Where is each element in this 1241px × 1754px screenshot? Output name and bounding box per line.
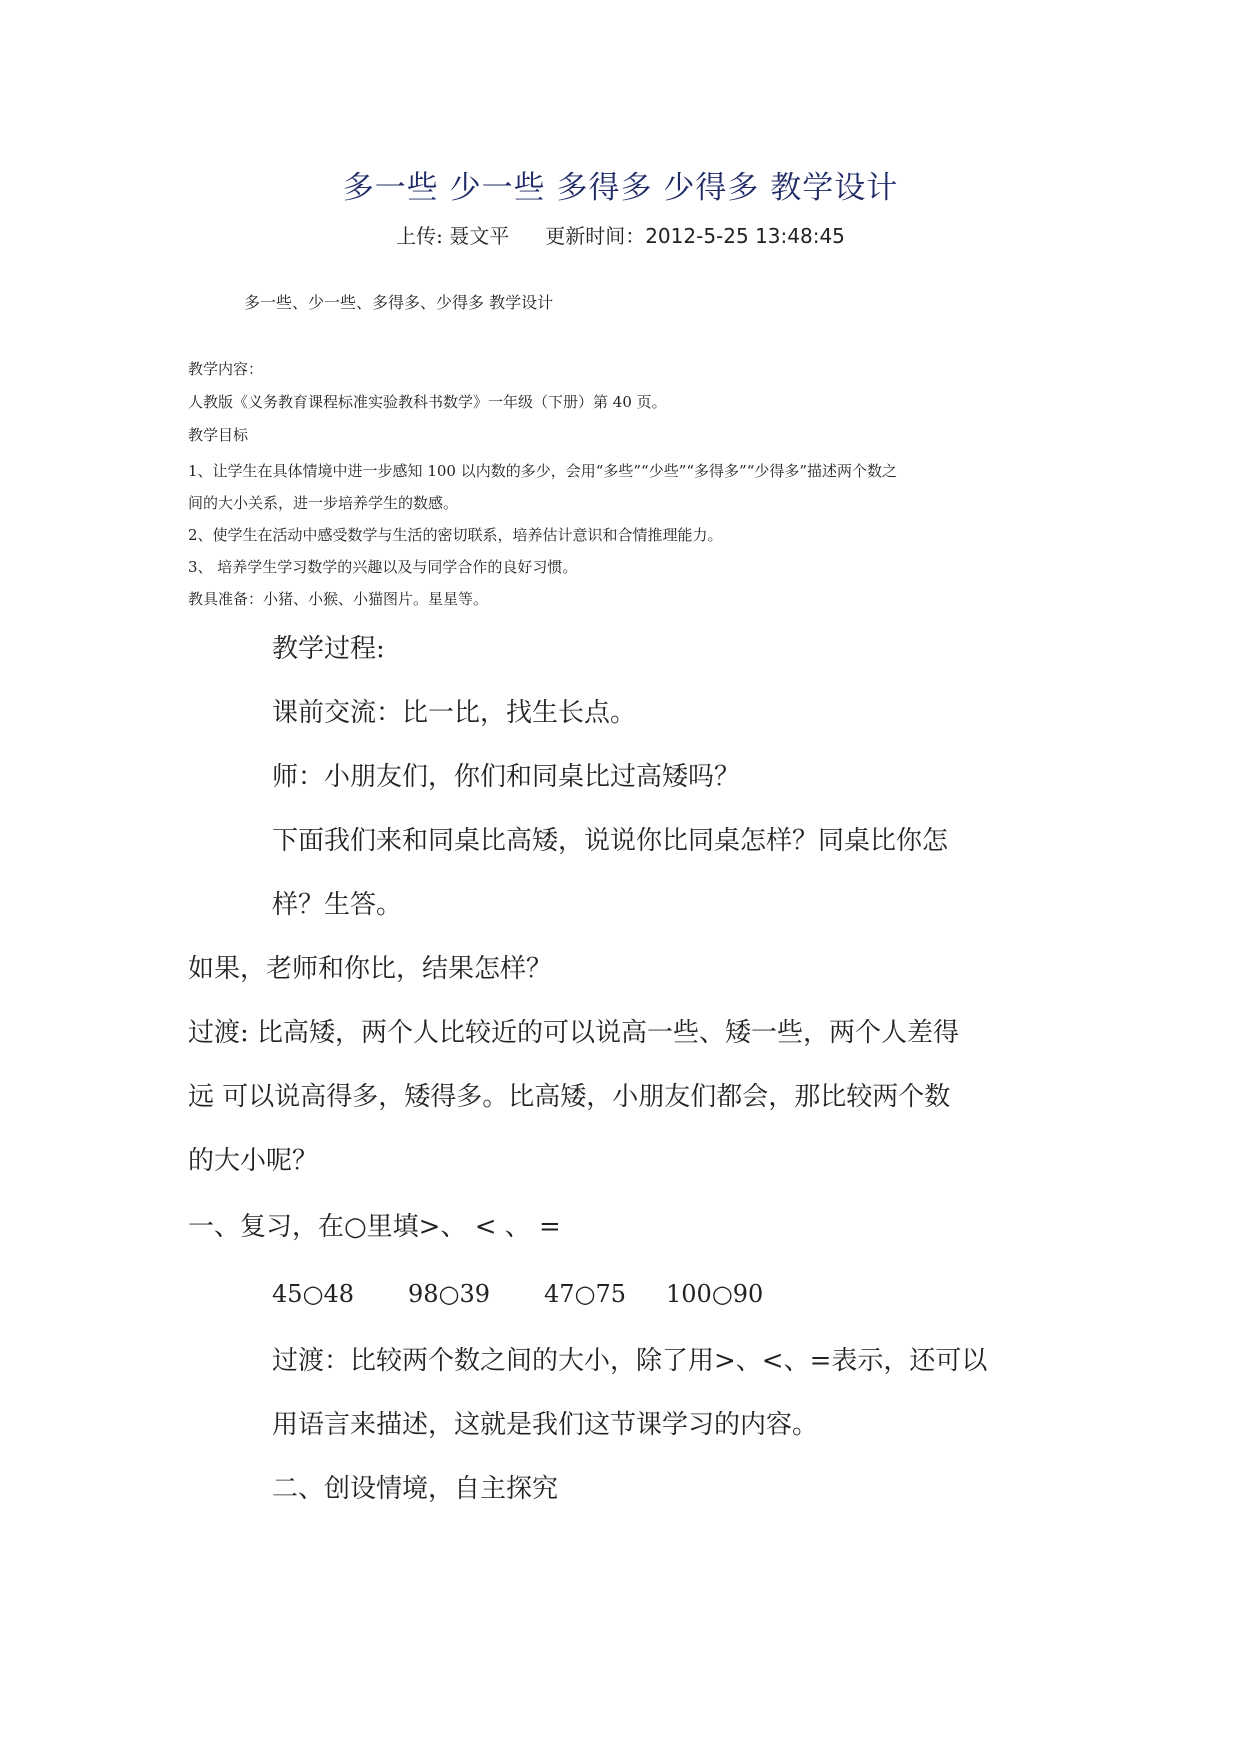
document-subtitle: 多一些、少一些、多得多、少得多 教学设计 — [244, 293, 554, 312]
update-time-value: 2012-5-25 13:48:45 — [645, 224, 845, 248]
paragraph-line: 下面我们来和同桌比高矮，说说你比同桌怎样？同桌比你怎 — [272, 826, 949, 856]
section-heading-content: 教学内容： — [188, 360, 264, 378]
upload-author: 上传: 聂文平 — [396, 224, 510, 248]
goal-3: 3、 培养学生学习数学的兴趣以及与同学合作的良好习惯。 — [188, 558, 578, 576]
review-heading: 一、复习，在○里填>、 < 、 = — [188, 1212, 561, 1242]
paragraph-line: 过渡: 比高矮，两个人比较近的可以说高一些、矮一些，两个人差得 — [188, 1018, 960, 1048]
paragraph-line: 过渡：比较两个数之间的大小，除了用>、<、=表示，还可以 — [272, 1346, 988, 1376]
content-text: 人教版《义务教育课程标准实验教科书数学》一年级（下册）第 40 页。 — [188, 393, 667, 411]
paragraph-line: 远 可以说高得多，矮得多。比高矮，小朋友们都会，那比较两个数 — [188, 1082, 951, 1112]
goal-1-line-1: 1、让学生在具体情境中进一步感知 100 以内数的多少，会用“多些”“少些”“多得多”“少得多”描述两个数之 — [188, 462, 898, 480]
section-heading-goals: 教学目标 — [188, 426, 249, 444]
paragraph-line: 如果，老师和你比，结果怎样？ — [188, 954, 553, 984]
compare-item: 98○39 — [408, 1280, 491, 1308]
goal-2: 2、使学生在活动中感受数学与生活的密切联系，培养估计意识和合情推理能力。 — [188, 526, 723, 544]
paragraph-line: 的大小呢？ — [188, 1146, 319, 1176]
process-heading: 教学过程: — [272, 634, 385, 664]
update-time-label: 更新时间： — [545, 224, 646, 248]
paragraph-line: 课前交流：比一比，找生长点。 — [272, 698, 637, 728]
teaching-aids: 教具准备：小猪、小猴、小猫图片。星星等。 — [188, 590, 489, 608]
document-title: 多一些 少一些 多得多 少得多 教学设计 — [342, 170, 899, 206]
paragraph-line: 用语言来描述，这就是我们这节课学习的内容。 — [272, 1410, 819, 1440]
document-meta — [0, 220, 1241, 249]
compare-item: 100○90 — [666, 1280, 764, 1308]
compare-item: 47○75 — [544, 1280, 627, 1308]
compare-item: 45○48 — [272, 1280, 355, 1308]
paragraph-line: 样？生答。 — [272, 890, 403, 920]
compare-exercises — [272, 1280, 763, 1308]
goal-1-line-2: 间的大小关系，进一步培养学生的数感。 — [188, 494, 459, 512]
paragraph-line: 师：小朋友们，你们和同桌比过高矮吗？ — [272, 762, 741, 792]
section-heading-inquiry: 二、创设情境，自主探究 — [272, 1474, 559, 1504]
